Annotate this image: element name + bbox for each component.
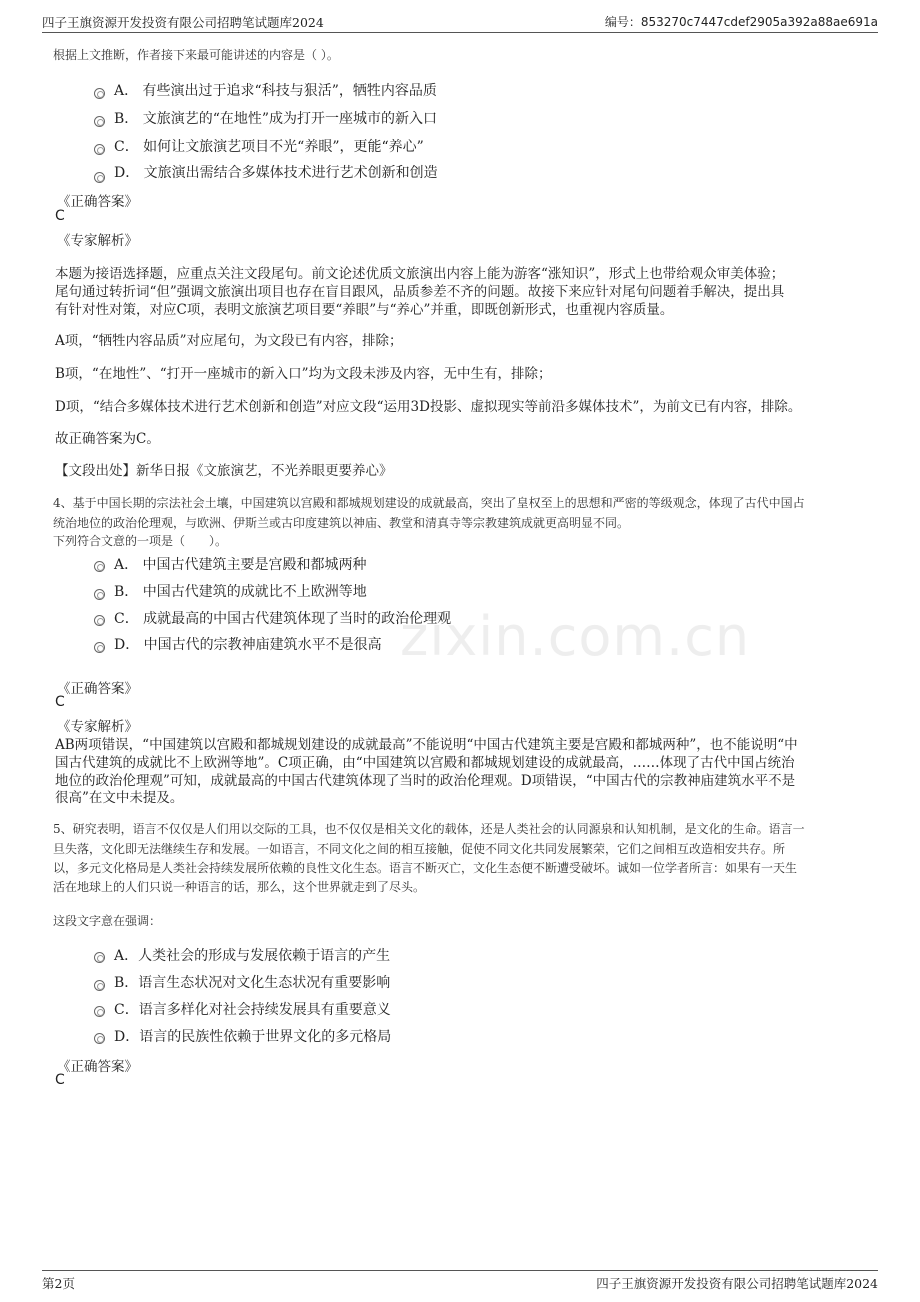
q3-analysis-option-b: B项，“在地性”、“打开一座城市的新入口”均为文段未涉及内容，无中生有，排除； — [55, 366, 552, 382]
q3-option-b[interactable]: B． 文旅演艺的“在地性”成为打开一座城市的新入口 — [114, 111, 438, 127]
q4-stem-prompt: 下列符合文意的一项是（ ）。 — [53, 534, 228, 548]
footer-title: 四子王旗资源开发投资有限公司招聘笔试题库2024 — [596, 1276, 878, 1291]
q4-analysis-label: 《专家解析》 — [57, 719, 138, 735]
q4-answer-label: 《正确答案》 — [57, 681, 138, 697]
page-footer — [42, 1270, 878, 1292]
q4-stem-line-1: 4、基于中国长期的宗法社会土壤，中国建筑以宫殿和都城规划建设的成就最高，突出了皇权至上的思想和严密的等级观念，体现了古代中国占 — [53, 496, 805, 510]
q5-option-c[interactable]: C．语言多样化对社会持续发展具有重要意义 — [114, 1002, 391, 1018]
q4-analysis-line-4: 很高”在文中未提及。 — [55, 790, 184, 806]
q3-option-d-radio[interactable] — [94, 172, 105, 183]
q5-stem-line-2: 旦失落，文化即无法继续生存和发展。一如语言，不同文化之间的相互接触，促使不同文化共同发展繁荣，它们之间相互改造相安共存。所 — [53, 842, 786, 856]
q3-option-b-radio[interactable] — [94, 116, 105, 127]
q3-analysis-conclusion: 故正确答案为C。 — [55, 431, 160, 447]
q5-prompt: 这段文字意在强调： — [53, 914, 162, 928]
q5-option-b-radio[interactable] — [94, 980, 105, 991]
q3-analysis-option-d: D项，“结合多媒体技术进行艺术创新和创造”对应文段“运用3D投影、虚拟现实等前沿多媒体技术”，为前文已有内容，排除。 — [55, 399, 802, 415]
q4-answer-value: C — [55, 694, 65, 710]
q4-stem-line-2: 统治地位的政治伦理观，与欧洲、伊斯兰或古印度建筑以神庙、教堂和清真寺等宗教建筑成就更高明显不同。 — [53, 516, 630, 530]
q3-option-c-radio[interactable] — [94, 144, 105, 155]
q3-option-c[interactable]: C． 如何让文旅演艺项目不光“养眼”，更能“养心” — [114, 139, 424, 155]
watermark: zixin.com.cn — [400, 605, 751, 668]
page-header — [42, 11, 878, 33]
q4-analysis-line-3: 地位的政治伦理观”可知，成就最高的中国古代建筑体现了当时的政治伦理观。D项错误，“中国古代的宗教神庙建筑水平不是 — [55, 773, 796, 789]
q3-analysis-label: 《专家解析》 — [57, 233, 138, 249]
q5-option-a[interactable]: A．人类社会的形成与发展依赖于语言的产生 — [114, 948, 391, 964]
q3-option-a-radio[interactable] — [94, 88, 105, 99]
q3-option-a[interactable]: A． 有些演出过于追求“科技与狠活”，牺牲内容品质 — [114, 83, 437, 99]
header-title: 四子王旗资源开发投资有限公司招聘笔试题库2024 — [42, 15, 324, 30]
q4-option-b-radio[interactable] — [94, 589, 105, 600]
q3-answer-label: 《正确答案》 — [57, 194, 138, 210]
q4-option-a-radio[interactable] — [94, 561, 105, 572]
q5-option-d[interactable]: D．语言的民族性依赖于世界文化的多元格局 — [114, 1029, 392, 1045]
q3-source: 【文段出处】新华日报《文旅演艺，不光养眼更要养心》 — [55, 463, 393, 479]
q4-option-a[interactable]: A． 中国古代建筑主要是宫殿和都城两种 — [114, 557, 367, 573]
q4-option-d[interactable]: D． 中国古代的宗教神庙建筑水平不是很高 — [114, 637, 382, 653]
q5-option-c-radio[interactable] — [94, 1006, 105, 1017]
q3-prompt: 根据上文推断，作者接下来最可能讲述的内容是（ ）。 — [53, 48, 339, 62]
q4-option-c-radio[interactable] — [94, 615, 105, 626]
q4-option-c[interactable]: C． 成就最高的中国古代建筑体现了当时的政治伦理观 — [114, 611, 452, 627]
q5-option-b[interactable]: B．语言生态状况对文化生态状况有重要影响 — [114, 975, 391, 991]
page-number: 第2页 — [42, 1276, 75, 1291]
q4-analysis-line-1: AB两项错误，“中国建筑以宫殿和都城规划建设的成就最高”不能说明“中国古代建筑主要是宫殿和都城两种”，也不能说明“中 — [55, 737, 798, 753]
q3-analysis-line-1: 本题为接语选择题，应重点关注文段尾句。前文论述优质文旅演出内容上能为游客“涨知识”，形式上也带给观众审美体验； — [55, 266, 785, 282]
q5-stem-line-3: 以，多元文化格局是人类社会持续发展所依赖的良性文化生态。语言不断灭亡，文化生态便不断遭受破坏。诚如一位学者所言：如果有一天生 — [53, 861, 798, 875]
q5-option-a-radio[interactable] — [94, 952, 105, 963]
q3-analysis-option-a: A项，“牺牲内容品质”对应尾句，为文段已有内容，排除； — [55, 333, 403, 349]
q4-option-d-radio[interactable] — [94, 642, 105, 653]
q5-answer-label: 《正确答案》 — [57, 1059, 138, 1075]
q5-stem-line-4: 活在地球上的人们只说一种语言的话，那么，这个世界就走到了尽头。 — [53, 880, 426, 894]
q5-stem-line-1: 5、研究表明，语言不仅仅是人们用以交际的工具，也不仅仅是相关文化的载体，还是人类社会的认同源泉和认知机制，是文化的生命。语言一 — [53, 822, 805, 836]
q4-analysis-line-2: 国古代建筑的成就比不上欧洲等地”。C项正确，由“中国建筑以宫殿和都城规划建设的成就最高，……体现了古代中国占统治 — [55, 755, 795, 771]
q3-analysis-line-2: 尾句通过转折词“但”强调文旅演出项目也存在盲目跟风，品质参差不齐的问题。故接下来应针对尾句问题着手解决，提出具 — [55, 284, 785, 300]
q5-answer-value: C — [55, 1072, 65, 1088]
q4-option-b[interactable]: B． 中国古代建筑的成就比不上欧洲等地 — [114, 584, 367, 600]
q3-analysis-line-3: 有针对性对策，对应C项，表明文旅演艺项目要“养眼”与“养心”并重，即既创新形式，也重视内容质量。 — [55, 302, 674, 318]
q3-option-d[interactable]: D． 文旅演出需结合多媒体技术进行艺术创新和创造 — [114, 165, 438, 181]
q3-answer-value: C — [55, 208, 65, 224]
header-doc-id: 编号：853270c7447cdef2905a392a88ae691a — [604, 15, 878, 29]
q5-option-d-radio[interactable] — [94, 1033, 105, 1044]
